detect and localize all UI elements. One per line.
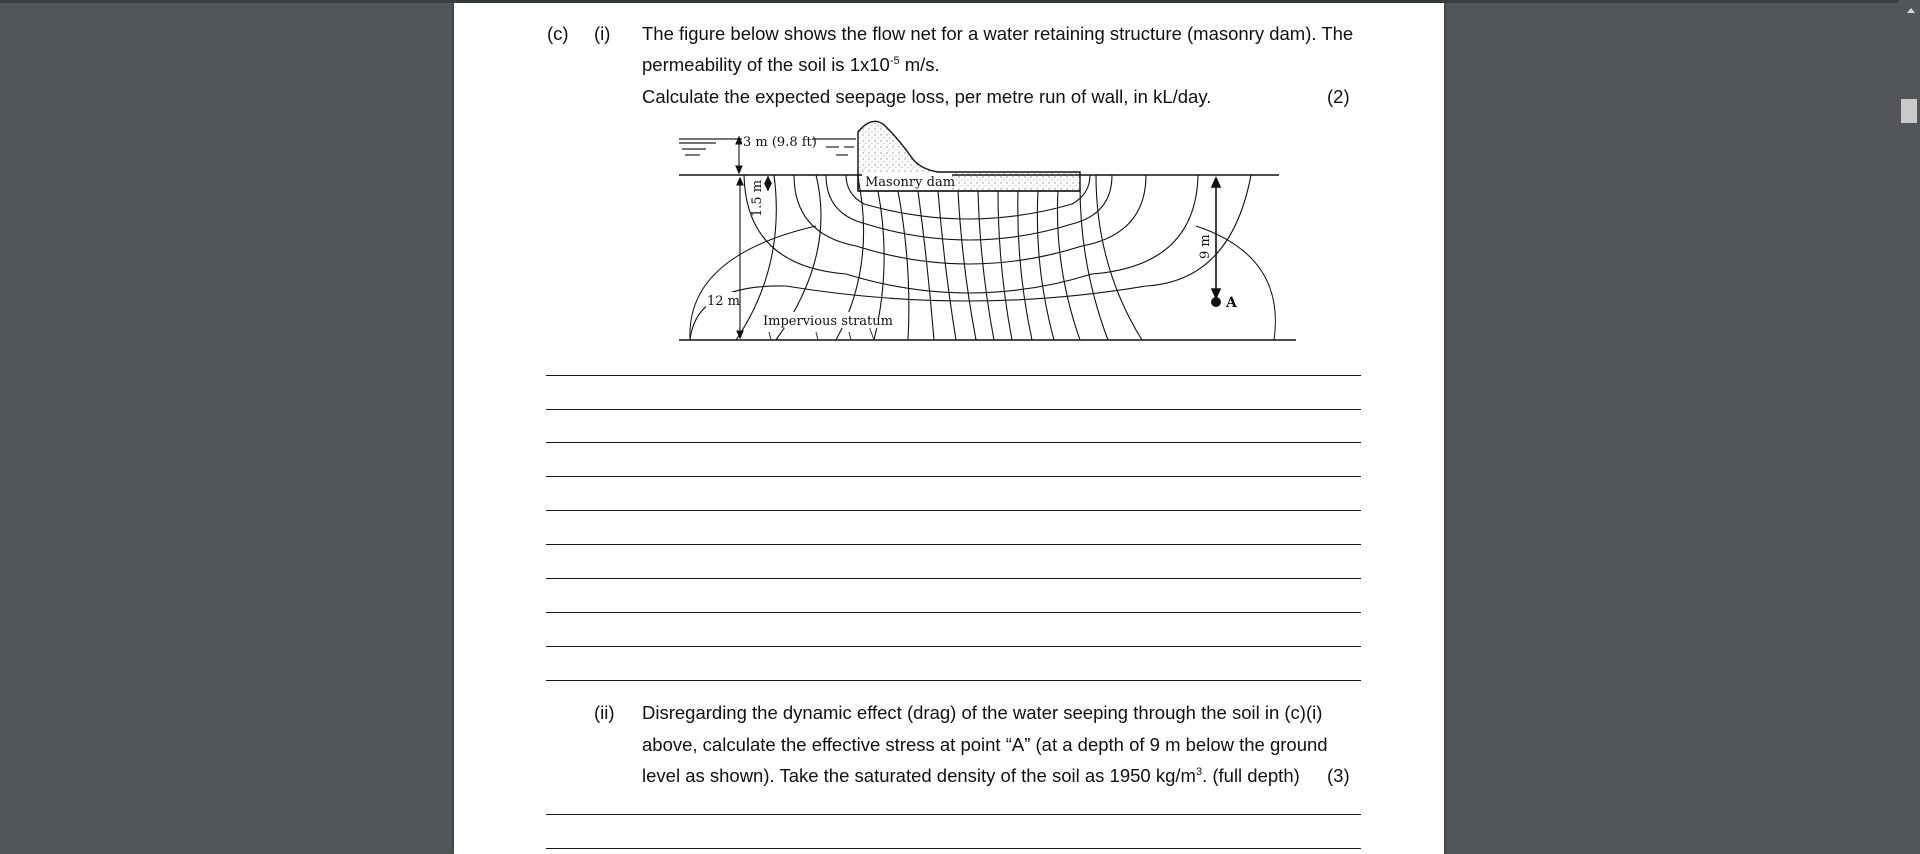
part-label: (c) — [547, 23, 569, 44]
subpart-label-i: (i) — [594, 23, 611, 44]
answer-line — [546, 442, 1361, 443]
answer-line — [546, 848, 1361, 849]
answer-line — [546, 578, 1361, 579]
answer-line — [546, 680, 1361, 681]
question-text-line-2: permeability of the soil is $1x10^{-5}$ m/s. — [642, 54, 940, 75]
answer-line — [546, 814, 1361, 815]
flow-net-figure — [676, 116, 1336, 346]
question-text-line-1: The figure below shows the flow net for a water retaining structure (masonry dam). The — [642, 23, 1354, 44]
vertical-scrollbar[interactable] — [1898, 0, 1920, 854]
answer-line — [546, 544, 1361, 545]
point-depth-dimension — [1212, 178, 1220, 298]
question-ii-line-1: Disregarding the dynamic effect (drag) of the water seeping through the soil in (c)(i) — [642, 702, 1323, 723]
dam-label: Masonry dam — [865, 175, 956, 190]
embed-label: 1.5 m — [750, 179, 765, 217]
answer-line — [546, 612, 1361, 613]
question-text-line-3: Calculate the expected seepage loss, per metre run of wall, in kL/day. — [642, 86, 1212, 107]
answer-line — [546, 409, 1361, 410]
answer-line — [546, 646, 1361, 647]
stratum-label: Impervious stratum — [763, 314, 893, 329]
total-depth-dimension — [737, 178, 743, 338]
point-a-marker — [1211, 297, 1221, 307]
question-ii-line-3: level as shown). Take the saturated density of the soil as 1950 $kg/m^3$. (full depth) — [642, 765, 1300, 786]
embed-dimension — [765, 176, 771, 191]
subpart-label-ii: (ii) — [594, 702, 615, 723]
answer-line — [546, 510, 1361, 511]
question-ii-line-2: above, calculate the effective stress at point “A” (at a depth of 9 m below the ground — [642, 734, 1328, 755]
marks-ii: (3) — [1327, 765, 1350, 786]
document-page — [454, 3, 1444, 854]
scrollbar-thumb[interactable] — [1901, 99, 1917, 123]
point-depth-label: 9 m — [1198, 234, 1213, 259]
water-depth-label: 3 m (9.8 ft) — [743, 135, 817, 150]
point-label: A — [1226, 295, 1237, 311]
scroll-up-arrow-icon[interactable] — [1907, 8, 1915, 13]
water-depth-dimension — [736, 137, 742, 173]
marks-i: (2) — [1327, 86, 1350, 107]
depth-label: 12 m — [707, 294, 741, 309]
answer-line — [546, 476, 1361, 477]
answer-line — [546, 375, 1361, 376]
